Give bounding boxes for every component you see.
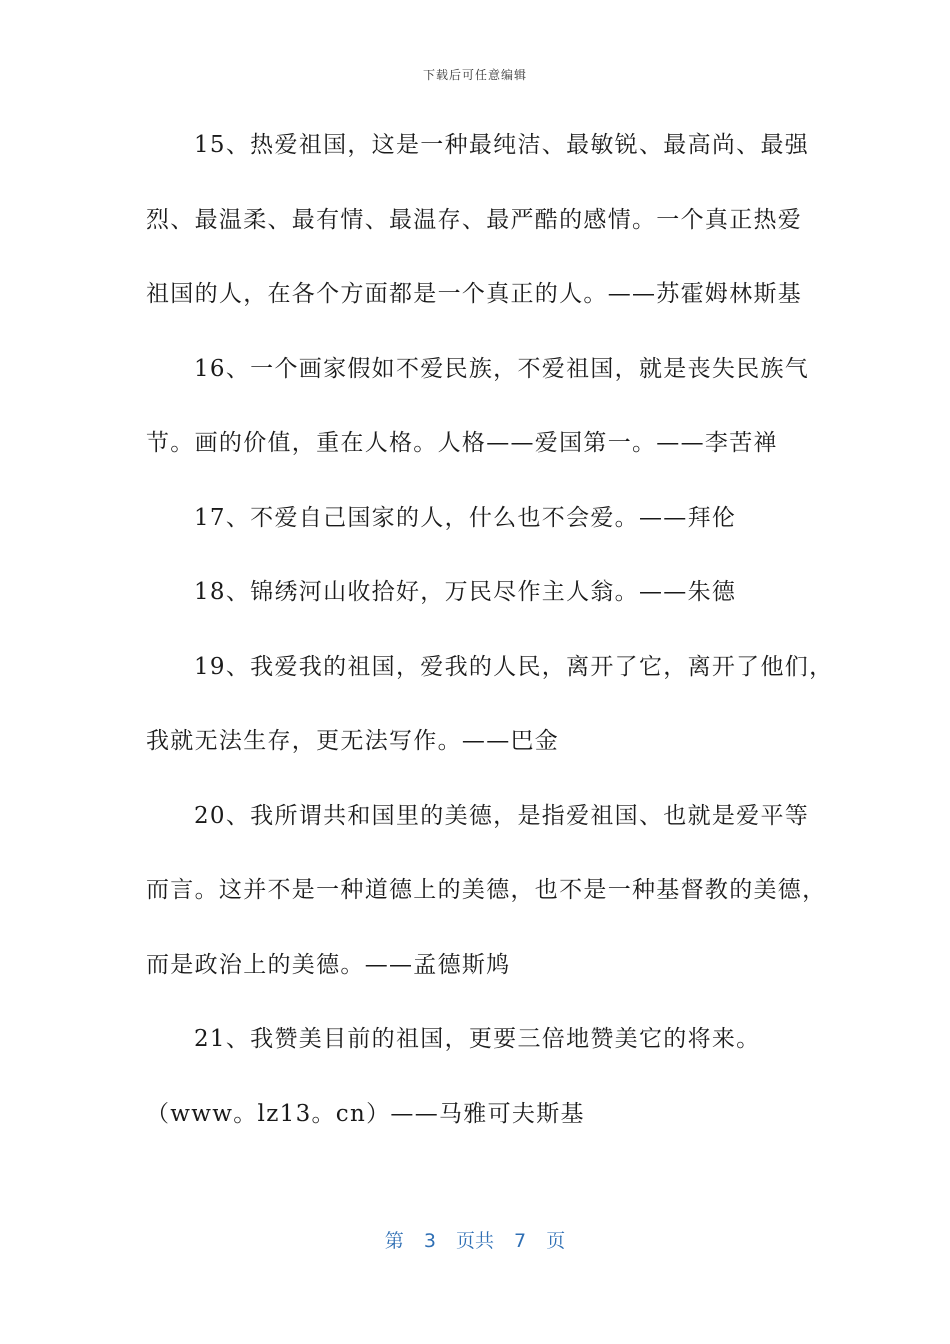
footer-label-total: 页共 [455,1230,494,1252]
current-page-number: 3 [423,1230,436,1252]
text-line: 烈、最温柔、最有情、最温存、最严酷的感情。一个真正热爱 [146,206,803,233]
page-header-note: 下载后可任意编辑 [422,68,527,82]
text-line: 19、我爱我的祖国，爱我的人民，离开了它，离开了他们， [194,653,834,680]
total-page-count: 7 [514,1230,527,1252]
footer-label-page: 第 [384,1230,404,1252]
text-line: 节。画的价值，重在人格。人格——爱国第一。——李苦禅 [146,430,778,456]
footer-label-page-end: 页 [546,1230,566,1252]
text-line: 17、不爱自己国家的人，什么也不会爱。——拜伦 [194,504,737,531]
text-line: 而是政治上的美德。——孟德斯鸠 [146,951,511,978]
text-line: 我就无法生存，更无法写作。——巴金 [146,728,560,754]
text-line: 15、热爱祖国，这是一种最纯洁、最敏锐、最高尚、最强 [194,132,810,158]
text-line: 而言。这并不是一种道德上的美德，也不是一种基督教的美德， [146,877,827,903]
text-line: 祖国的人，在各个方面都是一个真正的人。——苏霍姆林斯基 [146,281,803,307]
text-line: 21、我赞美目前的祖国，更要三倍地赞美它的将来。 [194,1026,761,1052]
page-footer [0,1226,950,1253]
text-line: 18、锦绣河山收拾好，万民尽作主人翁。——朱德 [194,579,737,605]
text-line: 16、一个画家假如不爱民族，不爱祖国，就是丧失民族气 [194,355,810,382]
text-line: 20、我所谓共和国里的美德，是指爱祖国、也就是爱平等 [194,802,810,829]
text-line: （www。lz13。cn）——马雅可夫斯基 [146,1100,585,1127]
document-body [146,120,834,1163]
